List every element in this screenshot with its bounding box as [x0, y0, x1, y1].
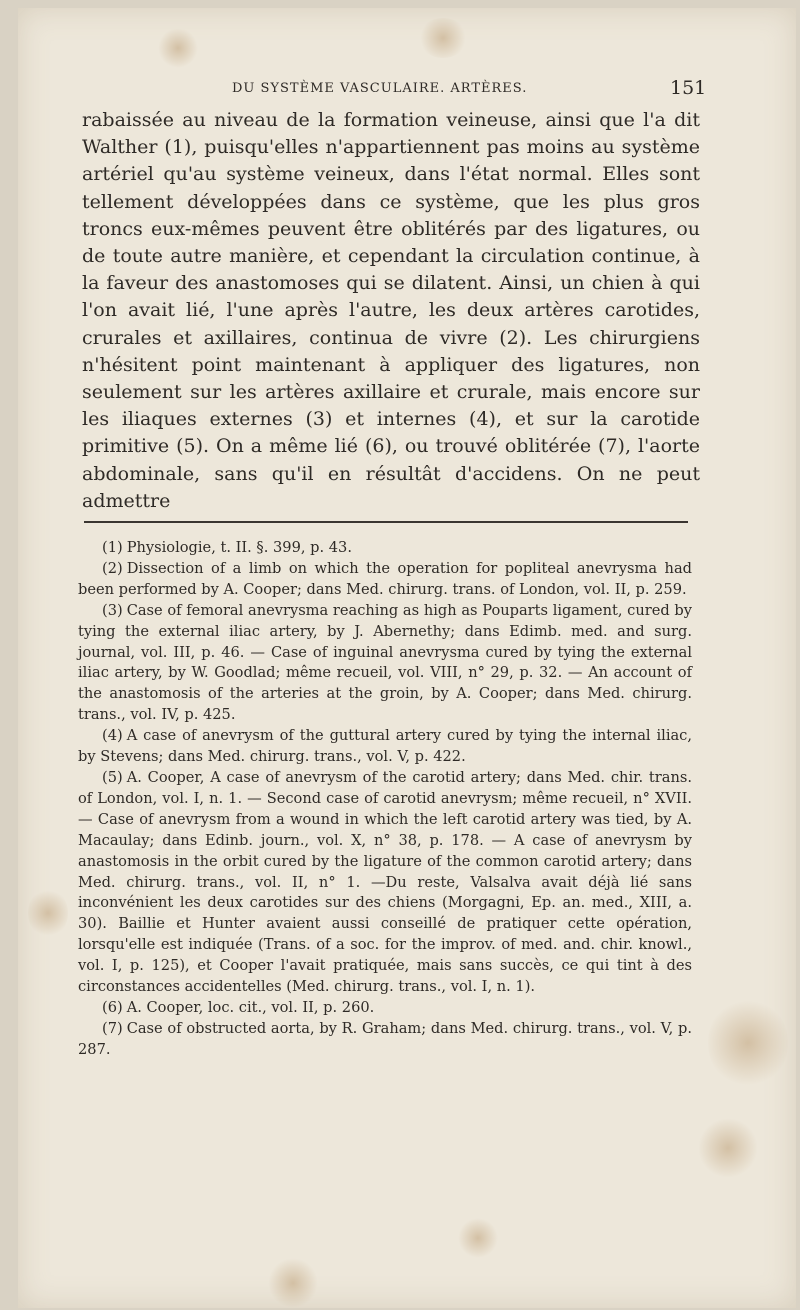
main-text [82, 107, 700, 515]
footnote: (6) A. Cooper, loc. cit., vol. II, p. 260. [102, 998, 375, 1016]
footnote: (4) A case of anevrysm of the guttural artery cured by tying the internal iliac, by Stevens; dans Med. chirurg. trans., vol. V, p. 422. [78, 727, 692, 766]
body-paragraph: rabaissée au niveau de la formation veineuse, ainsi que l'a dit Walther (1), puisqu'elles n'appartiennent pas moins au système artériel qu'au système veineux, dans l'état normal. Elles sont tellement développées dans ce système, que les plus gros troncs eux-mêmes peuvent être oblitérés par des ligatures, ou de toute autre manière, et cependant la circulation continue, à la faveur des anastomoses qui se dilatent. Ainsi, un chien à qui l'on avait lié, l'une après l'autre, les deux artères carotides, crurales et axillaires, continua de vivre (2). Les chirurgiens n'hésitent point maintenant à appliquer des ligatures, non seulement sur les artères axillaire et crurale, mais encore sur les iliaques externes (3) et internes (4), et sur la carotide primitive (5). On a même lié (6), ou trouvé oblitérée (7), l'aorte abdominale, sans qu'il en résultât d'accidens. On ne peut admettre [82, 109, 700, 512]
footnote-rule [84, 521, 688, 523]
footnote: (3) Case of femoral anevrysma reaching as high as Pouparts ligament, cured by tying the external iliac artery, by J. Abernethy; dans Edimb. med. and surg. journal, vol. III, p. 46. — Case of inguinal anevrysma cured by tying the external iliac artery, by W. Goodlad; même recueil, vol. VIII, n° 29, p. 32. — An account of the anastomosis of the arteries at the groin, by A. Cooper; dans Med. chirurg. trans., vol. IV, p. 425. [78, 601, 692, 724]
running-title: DU SYSTÈME VASCULAIRE. ARTÈRES. [232, 81, 528, 96]
page-number: 151 [670, 77, 707, 99]
footnote: (2) Dissection of a limb on which the operation for popliteal anevrysma had been performed by A. Cooper; dans Med. chirurg. trans. of London, vol. II, p. 259. [78, 559, 692, 598]
footnote: (1) Physiologie, t. II. §. 399, p. 43. [102, 539, 352, 556]
footnote: (5) A. Cooper, A case of anevrysm of the carotid artery; dans Med. chir. trans. of London, vol. I, n. 1. — Second case of carotid anevrysm; même recueil, n° XVII. — Case of anevrysm from a wound in which the left carotid artery was tied, by A. Macaulay; dans Edinb. journ., vol. X, n° 38, p. 178. — A case of anevrysm by anastomosis in the orbit cured by the ligature of the common carotid artery; dans Med. chirurg. trans., vol. II, n° 1. —Du reste, Valsalva avait déjà lié sans inconvénient les deux carotides sur des chiens (Morgagni, Ep. an. med., XIII, a. 30). Baillie et Hunter avaient aussi conseillé de pratiquer cette opération, lorsqu'elle est indiquée (Trans. of a soc. for the improv. of med. and. chir. knowl., vol. I, p. 125), et Cooper l'avait pratiquée, mais sans succès, ce qui tint à des circonstances accidentelles (Med. chirurg. trans., vol. I, n. 1). [78, 768, 692, 996]
page-header [0, 78, 800, 100]
footnotes [78, 538, 692, 1061]
footnote: (7) Case of obstructed aorta, by R. Graham; dans Med. chirurg. trans., vol. V, p. 287. [78, 1019, 692, 1058]
